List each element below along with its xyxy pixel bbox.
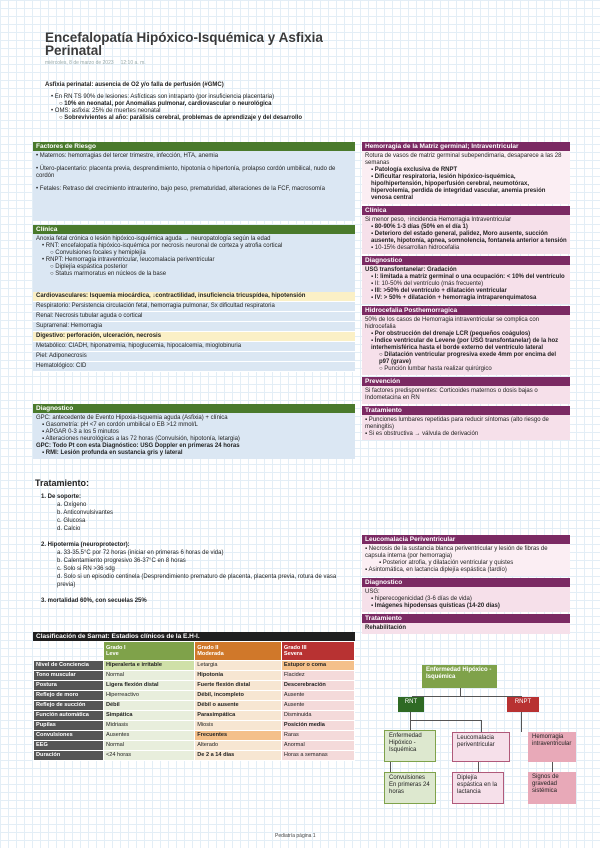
intro-item: ○ Sobrevivientes al año: parálisis cerebral, problemas de aprendizaje y del desarrollo	[45, 115, 355, 122]
clinica-line: ○ Diplejía espástica posterior	[36, 264, 352, 271]
posthem-line: 50% de los casos de Hemorragia intraventricular se complica con hidrocefalia	[365, 317, 540, 330]
hem-dx-line: ▪ IV: > 50% + dilatación + hemorragia intraparenquimatosa	[365, 295, 567, 302]
soporte-item: b. Anticonvulsivantes	[57, 510, 114, 516]
sarnat-row-label: Tono muscular	[34, 671, 104, 681]
sarnat-cell: Anormal	[281, 741, 354, 751]
sarnat-cell: Ligera flexión distal	[104, 681, 195, 691]
hemorragia-header: Hemorragia de la Matriz germinal; Intraventricular	[362, 142, 570, 151]
sarnat-cell: Frecuentes	[195, 731, 282, 741]
diagram-hemorragia: Hemorragia intraventricular	[528, 732, 576, 762]
clinica-header: Clínica	[33, 225, 355, 234]
sarnat-header: Clasificación de Sarnat: Estadios clínicos de la E.H-I.	[33, 632, 355, 641]
mortalidad: 3. mortalidad 60%, con secuelas 25%	[41, 598, 147, 604]
system-line: Respiratorio: Persistencia circulación fetal, hemorragia pulmonar, Sx dificultad respiratoria	[33, 302, 355, 312]
riesgo-line: • Maternos: hemorragias del tercer trimestre, infección, HTA, anemia	[36, 153, 352, 160]
hipotermia-item: b. Calentamiento progresivo 36-37°C en 8 horas	[57, 558, 186, 564]
sarnat-cell: Hipotonía	[195, 671, 282, 681]
diagram-rnt: RNT	[398, 697, 424, 712]
diagram-convulsiones: Convulsiones En primeras 24 horas	[384, 772, 436, 804]
sarnat-cell: Descerebración	[281, 681, 354, 691]
clinica-line: ○ Status marmoratus en núcleos de la base	[36, 271, 352, 278]
sarnat-cell: Débil, incompleto	[195, 691, 282, 701]
system-line: Metabólico: CIADH, hiponatremia, hipoglucemia, hipocalcemia, mioglobinuria	[33, 342, 355, 352]
tratamiento-title: Tratamiento:	[35, 478, 90, 488]
hem-dx-header: Diagnostico	[362, 256, 570, 265]
sarnat-cell: Alterado	[195, 741, 282, 751]
diagram-diplejia: Diplejía espástica en la lactancia	[452, 772, 504, 804]
leuco-trat-header: Tratamiento	[362, 614, 570, 623]
intro-item: • OMS: asfixia: 25% de muertes neonatal	[45, 108, 355, 115]
hem-line: ▪ Dificultar respiratoria, lesión hipóxico-isquémica, hipo/hipertensión, hipoperfusión cerebral, neumotórax, hipervolemia, perdida de integridad vascular, anemia presión venosa central	[365, 174, 567, 202]
sarnat-cell: Midriasis	[104, 721, 195, 731]
intro-section	[45, 82, 355, 122]
leuco-line: ▪ Necrosis de la sustancia blanca periventricular y lesión de fibras de capsula interna (por hemorragia)	[365, 546, 567, 560]
sarnat-col-header: Grado II Moderada	[195, 642, 282, 661]
riesgo-header: Factores de Riesgo	[33, 142, 355, 151]
sarnat-row-label: Pupilas	[34, 721, 104, 731]
page-footer: Pediatría página 1	[275, 833, 316, 839]
riesgo-line: • Útero-placentario: placenta previa, desprendimiento, hipotonía o hipertonía, prolapso cordón umbilical, nudo de cordón	[36, 166, 352, 180]
hem-clinica-line: ▪ 10-15% desarrollan hidrocefalia	[365, 245, 567, 252]
dx-line: GPC: antecedente de Evento Hipoxia-Isquemia aguda (Asfixia) + clínica	[36, 415, 228, 421]
leuco-dx-line: ▪ Imágenes hipodensas quísticas (14-20 días)	[365, 603, 567, 610]
tratamiento-section	[35, 478, 355, 605]
leuco-line: ▪ Asintomática, en lactancia diplejía espástica (tardío)	[365, 567, 567, 574]
page-time: 12:10 a. m.	[120, 60, 146, 66]
sarnat-cell: Ausente	[281, 701, 354, 711]
page-meta	[45, 60, 365, 66]
hem-trat-line: ▪ Punciones lumbares repetidas para reducir síntomas (alto riesgo de meningitis)	[365, 417, 567, 431]
system-line: Hematológico: CID	[33, 362, 355, 372]
posthem-line: ▪ Por obstrucción del drenaje LCR (pequeños coágulos)	[365, 331, 567, 338]
sarnat-row-label: Reflejo de moro	[34, 691, 104, 701]
sarnat-cell: Normal	[104, 741, 195, 751]
system-line: Piel: Adiponecrosis	[33, 352, 355, 362]
leuco-section	[362, 535, 570, 634]
sarnat-cell: Débil	[104, 701, 195, 711]
definition: Asfixia perinatal: ausencia de O2 y/o falla de perfusión (#GMC)	[45, 82, 224, 88]
hem-dx-line: USG transfontanelar: Gradación	[365, 267, 457, 273]
diagram-ehi: Enfermedad Hipóxico - Isquémica	[384, 730, 436, 762]
sarnat-cell: Parasimpática	[195, 711, 282, 721]
clinica-line: • RNPT: Hemorragia intraventricular, leucomalacia periventricular	[36, 257, 352, 264]
leuco-dx-header: Diagnostico	[362, 578, 570, 587]
sarnat-cell: Raras	[281, 731, 354, 741]
leuco-trat-text: Rehabilitación	[362, 623, 570, 634]
sarnat-cell: Disminuida	[281, 711, 354, 721]
dx-line: ▪ APGAR 0-3 a los 5 minutos	[36, 429, 352, 436]
diagram-signos: Signos de gravedad sistémica	[528, 772, 576, 804]
page-title: Encefalopatía Hipóxico-Isquémica y Asfixia Perinatal	[45, 30, 323, 58]
hem-dx-line: ▪ III: >50% del ventrículo + dilatación ventricular	[365, 288, 567, 295]
clinica-line: • RNT: encefalopatía hipóxico-isquémica por necrosis neuronal de corteza y atrofia cortical	[36, 243, 352, 250]
sarnat-row-label: Postura	[34, 681, 104, 691]
soporte-item: c. Glucosa	[57, 518, 86, 524]
hem-dx-line: ▪ I: limitada a matriz germinal o una ocupación: < 10% del ventrículo	[365, 274, 567, 281]
posthem-header: Hidrocefalia Posthemorragica	[362, 306, 570, 315]
dx-line: ▪ Gasometría: pH <7 en cordón umbilical o EB >12 mmol/L	[36, 422, 352, 429]
sarnat-cell: Simpática	[104, 711, 195, 721]
posthem-line: ○ Dilatación ventricular progresiva exede 4mm por encima del p97 (grave)	[365, 352, 567, 366]
sarnat-cell: Ausente	[281, 691, 354, 701]
riesgo-line: • Fetales: Retraso del crecimiento intrauterino, bajo peso, prematuridad, alteraciones de la FCF, macrosomía	[36, 186, 352, 193]
dx-line: GPC: Todo Pt con esta Diagnóstico: USG Doppler en primeras 24 horas	[36, 443, 240, 449]
hem-clinica-line: ▪ Deterioro del estado general, palidez, Moro ausente, succión ausente, hipotonía, apnea, somnolencia, fontanela anterior a tensión	[365, 231, 567, 245]
leuco-dx-line: USG:	[365, 589, 380, 595]
leuco-dx-line: ▪ hiperecogenicidad (3-6 días de vida)	[365, 596, 567, 603]
hem-trat-line: ▪ Si es obstructiva → válvula de derivación	[365, 431, 567, 438]
soporte-label: 1. De soporte:	[41, 494, 82, 500]
diagram-root: Enfermedad Hipóxico - Isquémica	[422, 665, 497, 688]
sarnat-cell: De 2 a 14 días	[195, 751, 282, 761]
sarnat-cell: Ausentes	[104, 731, 195, 741]
hem-clinica-header: Clínica	[362, 206, 570, 215]
sarnat-cell: <24 horas	[104, 751, 195, 761]
hem-line: ▪ Patología exclusiva de RNPT	[365, 167, 567, 174]
system-line: Renal: Necrosis tubular aguda o cortical	[33, 312, 355, 322]
sarnat-cell: Posición media	[281, 721, 354, 731]
prevencion-header: Prevención	[362, 377, 570, 386]
system-line: Digestivo: perforación, ulceración, necrosis	[33, 332, 355, 342]
leuco-line: ▪ Posterior atrofia, y dilatación ventricular y quistes	[365, 560, 567, 567]
sarnat-cell: Horas a semanas	[281, 751, 354, 761]
posthem-line: ▪ Índice ventricular de Levene (por USG transfontanelar) de la hoz interhemisférica hasta el borde externo del ventrículo lateral	[365, 338, 567, 352]
hipotermia-item: c. Solo si RN >36 sdg	[57, 566, 115, 572]
dx-line: ▪ RMI: Lesión profunda en sustancia gris y lateral	[36, 450, 352, 457]
diagnostico-header: Diagnostico	[33, 404, 355, 413]
hipotermia-item: d. Solo si un episodio centinela (Desprendimiento prematuro de placenta, placenta previa, rotura de vasa previa)	[57, 574, 337, 588]
hem-clinica-line: ▪ 80-90% 1-3 días (50% en el día 1)	[365, 224, 567, 231]
intro-item: • En RN TS 90% de lesiones: Asfícticas son intraparto (por insuficiencia placentaria)	[45, 94, 355, 101]
hem-line: Rotura de vasos de matriz germinal subependimaria, desaparece a las 28 semanas	[365, 153, 562, 166]
hem-clinica-line: Si menor peso, ↑incidencia Hemorragia Intraventricular	[365, 217, 512, 223]
system-line: Cardiovasculares: Isquemia miocárdica, ↓contractilidad, insuficiencia tricuspídea, hipotensión	[33, 292, 355, 302]
system-line: Suprarrenal: Hemorragia	[33, 322, 355, 332]
sarnat-row-label: EEG	[34, 741, 104, 751]
hipotermia-item: a. 33-35.5°C por 72 horas (iniciar en primeras 6 horas de vida)	[57, 550, 224, 556]
hemorragia-section	[362, 142, 570, 440]
sarnat-cell: Miosis	[195, 721, 282, 731]
leuco-header: Leucomalacia Periventricular	[362, 535, 570, 544]
riesgo-section	[33, 142, 355, 221]
hipotermia-label: 2. Hipotermia (neuroprotector):	[41, 542, 130, 548]
page-date: miércoles, 8 de marzo de 2023	[45, 60, 114, 66]
hem-trat-header: Tratamiento	[362, 406, 570, 415]
sarnat-cell: Hiperreactivo	[104, 691, 195, 701]
hem-dx-line: ▪ II: 10-50% del ventrículo (más frecuente)	[365, 281, 567, 288]
sarnat-row-label: Función automática	[34, 711, 104, 721]
sarnat-row-label: Convulsiones	[34, 731, 104, 741]
diagram-rnpt: RNPT	[507, 697, 539, 712]
clinica-line: Anoxia fetal crónica o lesión hipóxico-isquémica aguda → neuropatología según la edad	[36, 236, 271, 242]
clinica-section	[33, 225, 355, 372]
sarnat-row-label: Nivel de Conciencia	[34, 661, 104, 671]
intro-item: ○ 10% en neonatal, por Anomalías pulmonar, cardiovascular o neurológica	[45, 101, 355, 108]
soporte-item: a. Oxígeno	[57, 502, 87, 508]
soporte-item: d. Calcio	[57, 526, 81, 532]
prevencion-text: Si factores predisponentes: Corticoides maternos o dosis bajas o Indometacina en RN	[362, 386, 570, 404]
sarnat-cell: Hiperalerta e irritable	[104, 661, 195, 671]
sarnat-col-header: Grado III Severa	[281, 642, 354, 661]
posthem-line: ○ Punción lumbar hasta realizar quirúrgico	[365, 366, 567, 373]
sarnat-cell: Normal	[104, 671, 195, 681]
sarnat-row-label: Duración	[34, 751, 104, 761]
sarnat-cell: Letargia	[195, 661, 282, 671]
dx-line: ▪ Alteraciones neurológicas a las 72 horas (Convulsión, hipotonía, letargia)	[36, 436, 352, 443]
sarnat-table	[33, 641, 355, 761]
sarnat-col-header: Grado I Leve	[104, 642, 195, 661]
sarnat-cell: Débil o ausente	[195, 701, 282, 711]
clinica-line: ○ Convulsiones focales y hemiplejía	[36, 250, 352, 257]
sarnat-cell: Fuerte flexión distal	[195, 681, 282, 691]
sarnat-row-label: Reflejo de succión	[34, 701, 104, 711]
diagnostico-section	[33, 404, 355, 459]
sarnat-cell: Estupor o coma	[281, 661, 354, 671]
diagram-leuco: Leucomalacia periventricular	[452, 732, 510, 762]
sarnat-section	[33, 632, 355, 761]
sarnat-cell: Flacidez	[281, 671, 354, 681]
